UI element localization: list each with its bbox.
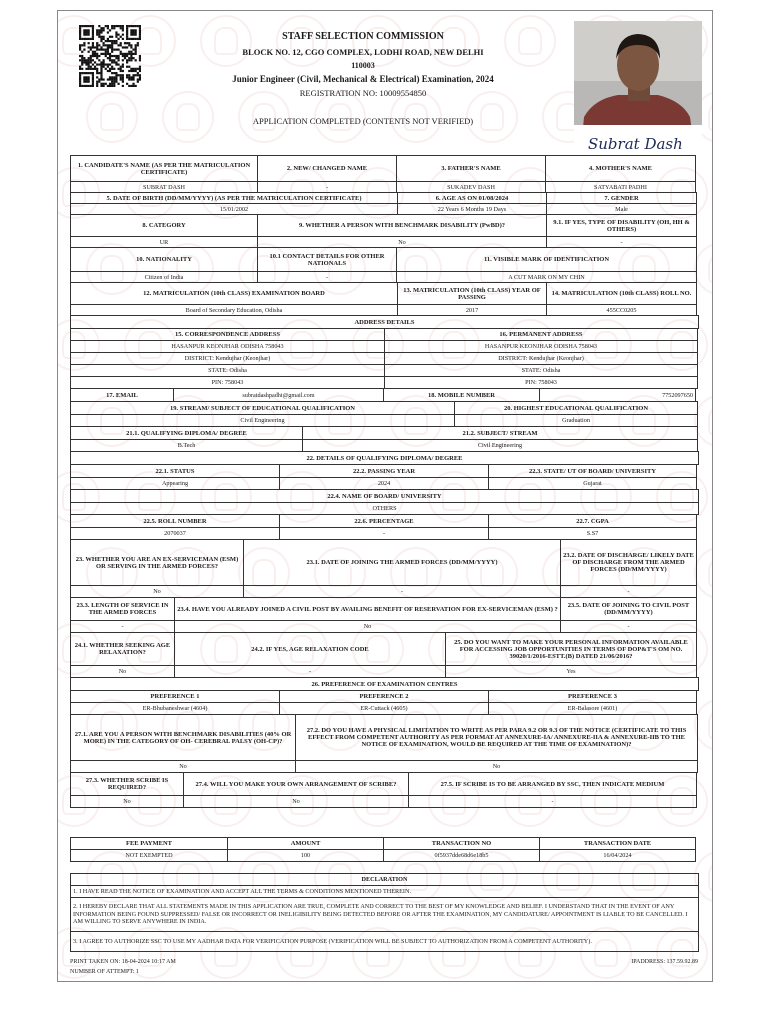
label-disability-type: 9.1. IF YES, TYPE OF DISABILITY (OH, HH & OTHERS) [546,214,697,237]
label-dob: 5. DATE OF BIRTH (DD/MM/YYYY) (AS PER THE MATRICULATION CERTIFICATE) [70,192,398,204]
value-gender: Male [546,203,697,215]
value-board-state: Gujarat [488,477,697,490]
value-passing-year: 2024 [279,477,489,490]
label-fee-payment: FEE PAYMENT [70,837,228,850]
label-highest-qualification: 20. HIGHEST EDUCATIONAL QUALIFICATION [454,401,698,415]
value-correspondence-state: STATE: Odisha [70,364,385,377]
label-discharge-date: 23.2. DATE OF DISCHARGE/ LIKELY DATE OF DISCHARGE FROM THE ARMED FORCES (DD/MM/YYYY) [560,539,697,586]
label-mother-name: 4. MOTHER'S NAME [545,155,696,182]
value-nationality: Citizen of India [70,271,258,283]
declaration-title: DECLARATION [70,873,699,886]
attempt-count: NUMBER OF ATTEMPT: 1 [70,969,139,975]
label-percentage: 22.6. PERCENTAGE [279,514,489,528]
label-gender: 7. GENDER [546,192,697,204]
label-ex-serviceman: 23. WHETHER YOU ARE AN EX-SERVICEMAN (ESM) OR SERVING IN THE ARMED FORCES? [70,539,244,586]
value-transaction-no: 0f5937dde68d6e18b5 [383,849,540,862]
value-highest-qualification: Graduation [454,414,698,427]
value-permanent-state: STATE: Odisha [384,364,698,377]
label-preference-1: PREFERENCE 1 [70,690,280,703]
value-correspondence-pin: PIN: 758043 [70,376,385,389]
value-relaxation-code: - [174,665,446,678]
label-category: 8. CATEGORY [70,214,258,237]
fee-table [70,837,698,861]
value-cerebral-palsy: No [70,760,296,773]
value-percentage: - [279,527,489,540]
candidate-signature: Subrat Dash [588,135,683,153]
centres-section-title: 26. PREFERENCE OF EXAMINATION CENTRES [70,677,699,691]
label-scribe-required: 27.3. WHETHER SCRIBE IS REQUIRED? [70,772,184,796]
ip-address: IPADDRESS: 137.59.92.89 [631,959,698,965]
value-father-name: SUKADEV DASH [396,181,546,193]
label-degree-status: 22.1. STATUS [70,464,280,478]
label-stream: 19. STREAM/ SUBJECT OF EDUCATIONAL QUALIFICATION [70,401,455,415]
value-pwbd: No [257,236,547,248]
value-dob: 15/01/2002 [70,203,398,215]
org-name: STAFF SELECTION COMMISSION [282,31,444,42]
candidate-photo [574,21,702,161]
label-preference-2: PREFERENCE 2 [279,690,489,703]
org-pincode: 110003 [351,61,375,70]
label-identification-mark: 11. VISIBLE MARK OF IDENTIFICATION [396,247,697,272]
label-scribe-medium: 27.5. IF SCRIBE IS TO BE ARRANGED BY SSC, THEN INDICATE MEDIUM [408,772,697,796]
exam-name: Junior Engineer (Civil, Mechanical & Electrical) Examination, 2024 [232,74,494,84]
label-matric-year: 13. MATRICULATION (10th CLASS) YEAR OF PASSING [397,282,547,305]
label-email: 17. EMAIL [70,388,174,402]
value-correspondence-address: HASANPUR KEONJHAR ODISHA 758043 [70,340,385,353]
label-correspondence-address: 15. CORRESPONDENCE ADDRESS [70,328,385,341]
label-physical-limitation: 27.2. DO YOU HAVE A PHYSICAL LIMITATION TO WRITE AS PER PARA 9.2 OR 9.3 OF THE NOTICE (CERTIFICATE TO THIS EFFECT FROM COMPETENT AUTHORITY AS PER FORMAT AT ANNEXURE-IA/ ANNEXURE-IIA & ANNEXURE-IIB TO THE NOTICE OF EXAMINATION, WOULD BE REQUIRED AT THE TIME OF EXAMINATION)? [295,714,698,761]
label-father-name: 3. FATHER'S NAME [396,155,546,182]
label-university: 22.4. NAME OF BOARD/ UNIVERSITY [70,489,699,503]
value-civil-post-date: - [560,620,697,633]
value-new-name: - [257,181,397,193]
value-university: OTHERS [70,502,699,515]
application-status: APPLICATION COMPLETED (CONTENTS NOT VERIFIED) [252,116,474,126]
value-service-length: - [70,620,175,633]
label-armed-forces-joining: 23.1. DATE OF JOINING THE ARMED FORCES (DD/MM/YYYY) [243,539,561,586]
value-mobile: 7752097650 [539,388,696,402]
label-own-scribe: 27.4. WILL YOU MAKE YOUR OWN ARRANGEMENT OF SCRIBE? [183,772,409,796]
degree-section-title: 22. DETAILS OF QUALIFYING DIPLOMA/ DEGREE [70,451,699,465]
value-permanent-pin: PIN: 758043 [384,376,698,389]
value-subject-stream: Civil Engineering [302,439,698,452]
label-roll-number: 22.5. ROLL NUMBER [70,514,280,528]
form-table [70,155,698,807]
value-permanent-address: HASANPUR KEONJHAR ODISHA 758043 [384,340,698,353]
photo-portrait [574,21,702,161]
declaration-point-1: 1. I HAVE READ THE NOTICE OF EXAMINATION AND ACCEPT ALL THE TERMS & CONDITIONS MENTIONED THEREIN. [70,885,699,898]
value-matric-year: 2017 [397,304,547,316]
value-age-relaxation: No [70,665,175,678]
label-preference-3: PREFERENCE 3 [488,690,697,703]
value-matric-roll: 455CC0205 [546,304,697,316]
value-age: 22 Years 6 Months 19 Days [397,203,547,215]
value-stream: Civil Engineering [70,414,455,427]
label-candidate-name: 1. CANDIDATE'S NAME (AS PER THE MATRICULATION CERTIFICATE) [70,155,258,182]
application-sheet [57,10,713,982]
declaration-table [70,873,698,951]
label-qualifying-degree: 21.1. QUALIFYING DIPLOMA/ DEGREE [70,426,303,440]
label-board-state: 22.3. STATE/ UT OF BOARD/ UNIVERSITY [488,464,697,478]
label-civil-post: 23.4. HAVE YOU ALREADY JOINED A CIVIL POST BY AVAILING BENEFIT OF RESERVATION FOR EX-SERVICEMAN (ESM) ? [174,597,561,621]
watermark-emblem [86,91,138,143]
value-roll-number: 2070037 [70,527,280,540]
value-civil-post: No [174,620,561,633]
value-scribe-required: No [70,795,184,808]
label-amount: AMOUNT [227,837,384,850]
value-personal-info-sharing: Yes [445,665,697,678]
value-other-nationals: - [257,271,397,283]
label-cerebral-palsy: 27.1. ARE YOU A PERSON WITH BENCHMARK DISABILITIES (40% OR MORE) IN THE CATEGORY OF OH- CEREBRAL PALSY (OH-CP)? [70,714,296,761]
value-cgpa: S.S7 [488,527,697,540]
value-transaction-date: 16/04/2024 [539,849,696,862]
value-preference-1: ER-Bhubaneshwar (4604) [70,702,280,715]
label-personal-info-sharing: 25. DO YOU WANT TO MAKE YOUR PERSONAL INFORMATION AVAILABLE FOR ACCESSING JOB OPPORTUNITIES IN TERMS OF DOP&T'S OM NO. 39020/1/2016-ESTT.(B) DATED 21/06/2016? [445,632,697,666]
label-cgpa: 22.7. CGPA [488,514,697,528]
label-age: 6. AGE AS ON 01/08/2024 [397,192,547,204]
label-relaxation-code: 24.2. IF YES, AGE RELAXATION CODE [174,632,446,666]
value-candidate-name: SUBRAT DASH [70,181,258,193]
value-own-scribe: No [183,795,409,808]
org-address: BLOCK NO. 12, CGO COMPLEX, LODHI ROAD, NEW DELHI [242,47,484,57]
label-nationality: 10. NATIONALITY [70,247,258,272]
value-mother-name: SATYABATI PADHI [545,181,696,193]
value-category: UR [70,236,258,248]
value-amount: 100 [227,849,384,862]
registration-number: REGISTRATION NO: 10009554850 [299,88,427,98]
value-identification-mark: A CUT MARK ON MY CHIN [396,271,697,283]
label-pwbd: 9. WHETHER A PERSON WITH BENCHMARK DISABILITY (PwBD)? [257,214,547,237]
value-permanent-district: DISTRICT: Kendujhar (Keonjhar) [384,352,698,365]
label-new-name: 2. NEW/ CHANGED NAME [257,155,397,182]
value-physical-limitation: No [295,760,698,773]
label-transaction-date: TRANSACTION DATE [539,837,696,850]
label-permanent-address: 16. PERMANENT ADDRESS [384,328,698,341]
value-correspondence-district: DISTRICT: Kendujhar (Keonjhar) [70,352,385,365]
value-discharge-date: - [560,585,697,598]
value-matric-board: Board of Secondary Education, Odisha [70,304,398,316]
value-ex-serviceman: No [70,585,244,598]
value-preference-3: ER-Balasore (4601) [488,702,697,715]
label-mobile: 18. MOBILE NUMBER [383,388,540,402]
declaration-point-3: 3. I AGREE TO AUTHORIZE SSC TO USE MY AADHAR DATA FOR VERIFICATION PURPOSE (VERIFICATION WILL BE SUBJECT TO AUTHORIZATION FROM A COMPETENT AUTHORITY). [70,931,699,952]
value-preference-2: ER-Cuttack (4605) [279,702,489,715]
label-other-nationals: 10.1 CONTACT DETAILS FOR OTHER NATIONALS [257,247,397,272]
footer [70,959,698,975]
label-matric-board: 12. MATRICULATION (10th CLASS) EXAMINATION BOARD [70,282,398,305]
value-degree-status: Appearing [70,477,280,490]
label-service-length: 23.3. LENGTH OF SERVICE IN THE ARMED FORCES [70,597,175,621]
value-armed-forces-joining: - [243,585,561,598]
label-civil-post-date: 23.5. DATE OF JOINING TO CIVIL POST (DD/MM/YYYY) [560,597,697,621]
qr-code [79,25,141,87]
address-section-title: ADDRESS DETAILS [70,315,699,329]
label-passing-year: 22.2. PASSING YEAR [279,464,489,478]
label-subject-stream: 21.2. SUBJECT/ STREAM [302,426,698,440]
value-fee-payment: NOT EXEMPTED [70,849,228,862]
declaration-point-2: 2. I HEREBY DECLARE THAT ALL STATEMENTS MADE IN THIS APPLICATION ARE TRUE, COMPLETE AND CORRECT TO THE BEST OF MY KNOWLEDGE AND BELIEF. I UNDERSTAND THAT IN THE EVENT OF ANY INFORMATION BEING FOUND SUPPRESSED/ FALSE OR INCORRECT OR INELIGIBILITY BEING DETECTED BEFORE OR AFTER THE EXAMINATION, MY CANDIDATURE/ APPOINTMENT IS LIABLE TO BE CANCELLED. I AM WILLING TO SERVE ANYWHERE IN INDIA. [70,897,699,932]
print-timestamp: PRINT TAKEN ON: 18-04-2024 10:17 AM [70,959,176,965]
label-transaction-no: TRANSACTION NO [383,837,540,850]
header [158,31,568,126]
label-age-relaxation: 24.1. WHETHER SEEKING AGE RELAXATION? [70,632,175,666]
value-scribe-medium: - [408,795,697,808]
value-qualifying-degree: B.Tech [70,439,303,452]
value-disability-type: - [546,236,697,248]
value-email: subratdashpadhi@gmail.com [173,388,384,402]
label-matric-roll: 14. MATRICULATION (10th CLASS) ROLL NO. [546,282,697,305]
